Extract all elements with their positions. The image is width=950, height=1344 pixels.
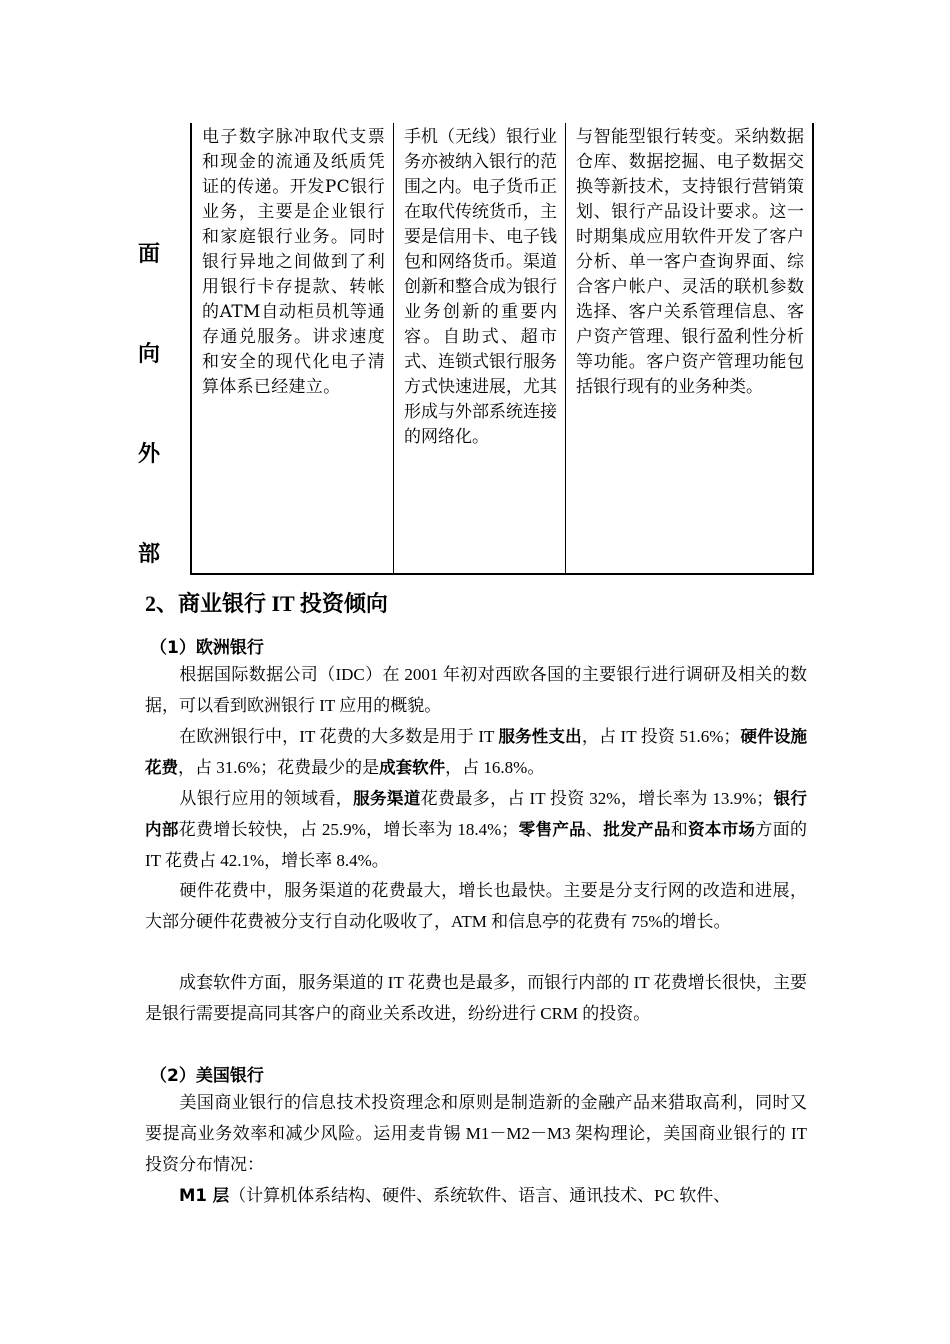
table-cell-col1 [192, 123, 394, 573]
section-title: 2、商业银行 IT 投资倾向 [145, 591, 388, 616]
text-run: （计算机体系结构、硬件、系统软件、语言、通讯技术、PC 软件、 [229, 1186, 731, 1205]
cell-text: 与智能型银行转变。采纳数据仓库、数据挖掘、电子数据交换等新技术，支持银行营销策划、银行产品设计要求。这一时期集成应用软件开发了客户分析、单一客户查询界面、综合客户帐户、灵活的联机参数选择、客户关系管理信息、客户资产管理、银行盈利性分析等功能。客户资产管理功能包括银行现有的业务种类。 [576, 127, 804, 397]
side-label-char: 面 [137, 241, 160, 267]
bold-term: 硬件设施花费 [145, 727, 808, 777]
text-run: ，占 16.8%。 [445, 758, 545, 777]
table-cell-col2 [394, 123, 566, 573]
cell-text: 电子数字脉冲取代支票和现金的流通及纸质凭证的传递。开发PC银行业务，主要是企业银行和家庭银行业务。同时银行异地之间做到了利用银行卡存提款、转帐的ATM自动柜员机等通存通兑服务。讲求速度和安全的现代化电子清算体系已经建立。 [202, 127, 385, 397]
text-run: 方面的 IT 花费占 42.1%，增长率 8.4%。 [145, 820, 808, 870]
paragraph-text: 硬件花费中，服务渠道的花费最大，增长也最快。主要是分支行网的改造和进展，大部分硬件花费被分支行自动化吸收了，ATM 和信息亭的花费有 75%的增长。 [145, 881, 807, 931]
bold-term: 成套软件 [379, 758, 446, 777]
bold-term: 资本市场 [688, 820, 756, 839]
text-run: 花费最多，占 IT 投资 32%，增长率为 13.9%； [420, 789, 774, 808]
bold-term: 批发产品 [603, 820, 671, 839]
paragraph-text: 根据国际数据公司（IDC）在 2001 年初对西欧各国的主要银行进行调研及相关的数据，可以看到欧洲银行 IT 应用的概貌。 [145, 665, 807, 715]
text-run: 、 [586, 820, 604, 839]
side-label-char: 部 [137, 541, 160, 567]
text-run: 花费增长较快，占 25.9%，增长率为 18.4%； [178, 820, 519, 839]
subheading-usa: （2）美国银行 [150, 1066, 264, 1086]
paragraph [145, 783, 807, 876]
paragraph-text: 美国商业银行的信息技术投资理念和原则是制造新的金融产品来猎取高利，同时又要提高业务效率和减少风险。运用麦肯锡 M1－M2－M3 架构理论，美国商业银行的 IT 投资分布情况： [145, 1093, 807, 1174]
text-run: 从银行应用的领域看， [179, 789, 354, 808]
comparison-table [190, 123, 814, 575]
side-label-char: 向 [137, 341, 160, 367]
bold-term: 服务性支出 [498, 727, 582, 746]
cell-text: 手机（无线）银行业务亦被纳入银行的范围之内。电子货币正在取代传统货币，主要是信用卡、电子钱包和网络货币。渠道创新和整合成为银行业务创新的重要内容。自助式、超市式、连锁式银行服务方式快速进展，尤其形成与外部系统连接的网络化。 [404, 127, 557, 447]
text-run: 在欧洲银行中，IT 花费的大多数是用于 IT [179, 727, 499, 746]
paragraph [145, 721, 807, 783]
text-run: 和 [670, 820, 689, 839]
paragraph [145, 967, 807, 1029]
paragraph [145, 1087, 807, 1180]
bold-term: M1 层 [179, 1186, 230, 1205]
text-run: ，占 IT 投资 51.6%； [581, 727, 741, 746]
bold-term: 零售产品 [518, 820, 587, 839]
paragraph [145, 659, 807, 721]
bold-term: 银行内部 [145, 789, 808, 839]
paragraph [145, 875, 807, 937]
bold-term: 服务渠道 [353, 789, 421, 808]
text-run: ，占 31.6%；花费最少的是 [178, 758, 380, 777]
subheading-europe: （1）欧洲银行 [150, 638, 264, 658]
paragraph [145, 1180, 807, 1211]
paragraph-text: 成套软件方面，服务渠道的 IT 花费也是最多，而银行内部的 IT 花费增长很快，主要是银行需要提高同其客户的商业关系改进，纷纷进行 CRM 的投资。 [145, 973, 807, 1023]
table-cell-col3 [566, 123, 812, 573]
side-label-char: 外 [137, 441, 160, 467]
